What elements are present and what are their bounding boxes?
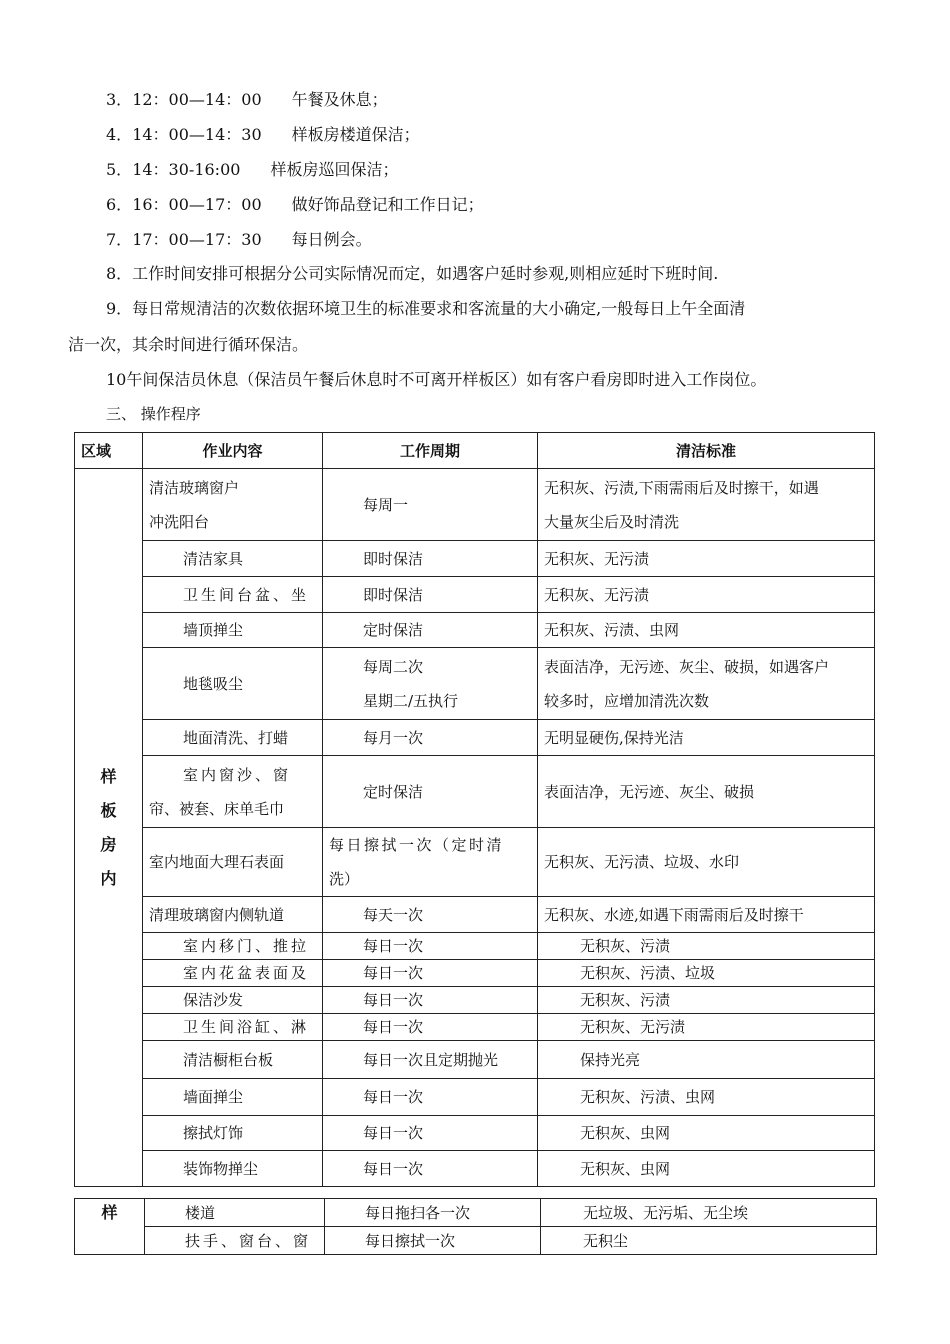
- content-cell: 室内地面大理石表面: [143, 828, 323, 897]
- content-cell: 楼道: [145, 1199, 325, 1227]
- standard-cell: 无积灰、无污渍: [538, 1014, 875, 1041]
- schedule-line-7: [106, 229, 372, 251]
- standard-cell: 无积灰、污渍: [538, 933, 875, 960]
- cycle-line: 洗）: [329, 870, 360, 888]
- procedure-table: [74, 432, 875, 1187]
- cycle-cell: 每日擦拭一次: [325, 1227, 541, 1255]
- header-standard: 清洁标准: [538, 433, 875, 469]
- cycle-line: 星期二/五执行: [363, 691, 459, 710]
- table-row: [75, 541, 875, 577]
- standard-cell: 无积灰、污渍、垃圾: [538, 960, 875, 987]
- schedule-num: 3．: [106, 90, 133, 109]
- content-cell: 保洁沙发: [143, 987, 323, 1014]
- cycle-cell: 每日一次: [323, 1151, 538, 1187]
- note-8: 8．工作时间安排可根据分公司实际情况而定，如遇客户延时参观,则相应延时下班时间.: [106, 264, 719, 283]
- standard-line: 表面洁净，无污迹、灰尘、破损，如遇客户: [544, 657, 830, 676]
- content-cell: 卫生间浴缸、淋: [143, 1014, 323, 1041]
- schedule-time: 17：00—17：30: [132, 230, 262, 249]
- schedule-task: 每日例会。: [291, 230, 372, 249]
- standard-cell: 无明显硬伤,保持光洁: [538, 720, 875, 756]
- schedule-time: 16：00—17：00: [132, 195, 262, 214]
- cycle-cell: 每周一: [323, 469, 538, 541]
- standard-cell: 表面洁净，无污迹、灰尘、破损: [538, 756, 875, 828]
- table-row: [75, 756, 875, 828]
- standard-cell: [538, 648, 875, 720]
- content-cell: 地面清洗、打蜡: [143, 720, 323, 756]
- standard-cell: 无垃圾、无污垢、无尘埃: [541, 1199, 877, 1227]
- cycle-cell: 每日拖扫各一次: [325, 1199, 541, 1227]
- table-row: [75, 897, 875, 933]
- table-row: [75, 987, 875, 1014]
- content-cell: 装饰物掸尘: [143, 1151, 323, 1187]
- cycle-cell: 即时保洁: [323, 577, 538, 613]
- standard-cell: 无积灰、无污渍: [538, 541, 875, 577]
- region-cell: [75, 469, 143, 1187]
- cycle-cell: 每日一次且定期抛光: [323, 1041, 538, 1079]
- table-row: [75, 1199, 877, 1227]
- table-row: [75, 960, 875, 987]
- corridor-table: [74, 1198, 877, 1255]
- content-line: 帘、被套、床单毛巾: [149, 799, 285, 818]
- cycle-line: 每周二次: [363, 657, 424, 676]
- cycle-cell: 每日一次: [323, 1014, 538, 1041]
- content-line: 清洁玻璃窗户: [149, 478, 240, 497]
- content-cell: 清理玻璃窗内侧轨道: [143, 897, 323, 933]
- note-9-line-2: 洁一次，其余时间进行循环保洁。: [68, 335, 309, 354]
- schedule-line-3: [106, 89, 388, 111]
- standard-cell: [538, 469, 875, 541]
- schedule-task: 午餐及休息；: [291, 90, 388, 109]
- cycle-cell: 定时保洁: [323, 613, 538, 648]
- header-region: 区域: [75, 433, 143, 469]
- section-title: 三、 操作程序: [106, 405, 201, 423]
- content-cell: 卫生间台盆、坐: [143, 577, 323, 613]
- standard-line: 大量灰尘后及时清洗: [544, 512, 680, 531]
- standard-cell: 无积灰、污渍、虫网: [538, 613, 875, 648]
- cycle-cell: 每日一次: [323, 960, 538, 987]
- cycle-cell: 即时保洁: [323, 541, 538, 577]
- content-cell: 清洁橱柜台板: [143, 1041, 323, 1079]
- content-cell: 扶手、窗台、窗: [145, 1227, 325, 1255]
- schedule-line-6: [106, 194, 484, 216]
- content-cell: [143, 469, 323, 541]
- region-cell: 样: [75, 1199, 145, 1255]
- table-row: [75, 720, 875, 756]
- table-row: [75, 828, 875, 897]
- standard-cell: 无积灰、污渍、虫网: [538, 1079, 875, 1116]
- region-label: 样板房内: [100, 766, 117, 888]
- content-cell: 清洁家具: [143, 541, 323, 577]
- content-cell: 室内移门、推拉: [143, 933, 323, 960]
- cycle-line: 每日擦拭一次（定时清: [329, 836, 505, 854]
- standard-cell: 无积灰、水迹,如遇下雨需雨后及时擦干: [538, 897, 875, 933]
- schedule-task: 做好饰品登记和工作日记；: [291, 195, 484, 214]
- note-9-line-1: 9．每日常规清洁的次数依据环境卫生的标准要求和客流量的大小确定,一般每日上午全面清: [106, 299, 746, 318]
- cycle-cell: [323, 648, 538, 720]
- content-cell: 地毯吸尘: [143, 648, 323, 720]
- standard-cell: 无积灰、无污渍: [538, 577, 875, 613]
- table-header-row: [75, 433, 875, 469]
- standard-cell: 无积尘: [541, 1227, 877, 1255]
- standard-cell: 保持光亮: [538, 1041, 875, 1079]
- table-row: [75, 1014, 875, 1041]
- content-cell: 擦拭灯饰: [143, 1116, 323, 1151]
- table-row: [75, 469, 875, 541]
- header-content: 作业内容: [143, 433, 323, 469]
- content-line: 室内窗沙、窗: [183, 765, 292, 784]
- header-cycle: 工作周期: [323, 433, 538, 469]
- schedule-num: 7．: [106, 230, 133, 249]
- content-cell: [143, 756, 323, 828]
- standard-line: 无积灰、污渍,下雨需雨后及时擦干，如遇: [544, 478, 819, 497]
- note-10: 10午间保洁员休息（保洁员午餐后休息时不可离开样板区）如有客户看房即时进入工作岗位。: [106, 370, 767, 389]
- table-row: [75, 577, 875, 613]
- cycle-cell: 每日一次: [323, 987, 538, 1014]
- schedule-num: 5．: [106, 160, 133, 179]
- schedule-task: 样板房巡回保洁；: [270, 160, 399, 179]
- table-row: [75, 613, 875, 648]
- table-row: [75, 1116, 875, 1151]
- content-cell: 墙顶掸尘: [143, 613, 323, 648]
- table-row: [75, 933, 875, 960]
- schedule-time: 12：00—14：00: [132, 90, 262, 109]
- cycle-cell: 定时保洁: [323, 756, 538, 828]
- table-row: [75, 1227, 877, 1255]
- standard-cell: 无积灰、虫网: [538, 1116, 875, 1151]
- schedule-num: 6．: [106, 195, 133, 214]
- cycle-cell: 每日一次: [323, 1079, 538, 1116]
- schedule-task: 样板房楼道保洁；: [291, 125, 420, 144]
- schedule-line-4: [106, 124, 420, 146]
- table-row: [75, 1041, 875, 1079]
- schedule-time: 14：30-16:00: [132, 160, 241, 179]
- schedule-num: 4．: [106, 125, 133, 144]
- cycle-cell: 每日一次: [323, 933, 538, 960]
- standard-cell: 无积灰、虫网: [538, 1151, 875, 1187]
- content-cell: 室内花盆表面及: [143, 960, 323, 987]
- standard-line: 较多时，应增加清洗次数: [544, 691, 710, 710]
- cycle-cell: 每日一次: [323, 1116, 538, 1151]
- cycle-cell: 每月一次: [323, 720, 538, 756]
- table-row: [75, 1151, 875, 1187]
- schedule-time: 14：00—14：30: [132, 125, 262, 144]
- standard-cell: 无积灰、污渍: [538, 987, 875, 1014]
- standard-cell: 无积灰、无污渍、垃圾、水印: [538, 828, 875, 897]
- schedule-line-5: [106, 159, 398, 181]
- content-line: 冲洗阳台: [149, 512, 210, 531]
- table-row: [75, 1079, 875, 1116]
- table-row: [75, 648, 875, 720]
- cycle-cell: 每天一次: [323, 897, 538, 933]
- content-cell: 墙面掸尘: [143, 1079, 323, 1116]
- cycle-cell: [323, 828, 538, 897]
